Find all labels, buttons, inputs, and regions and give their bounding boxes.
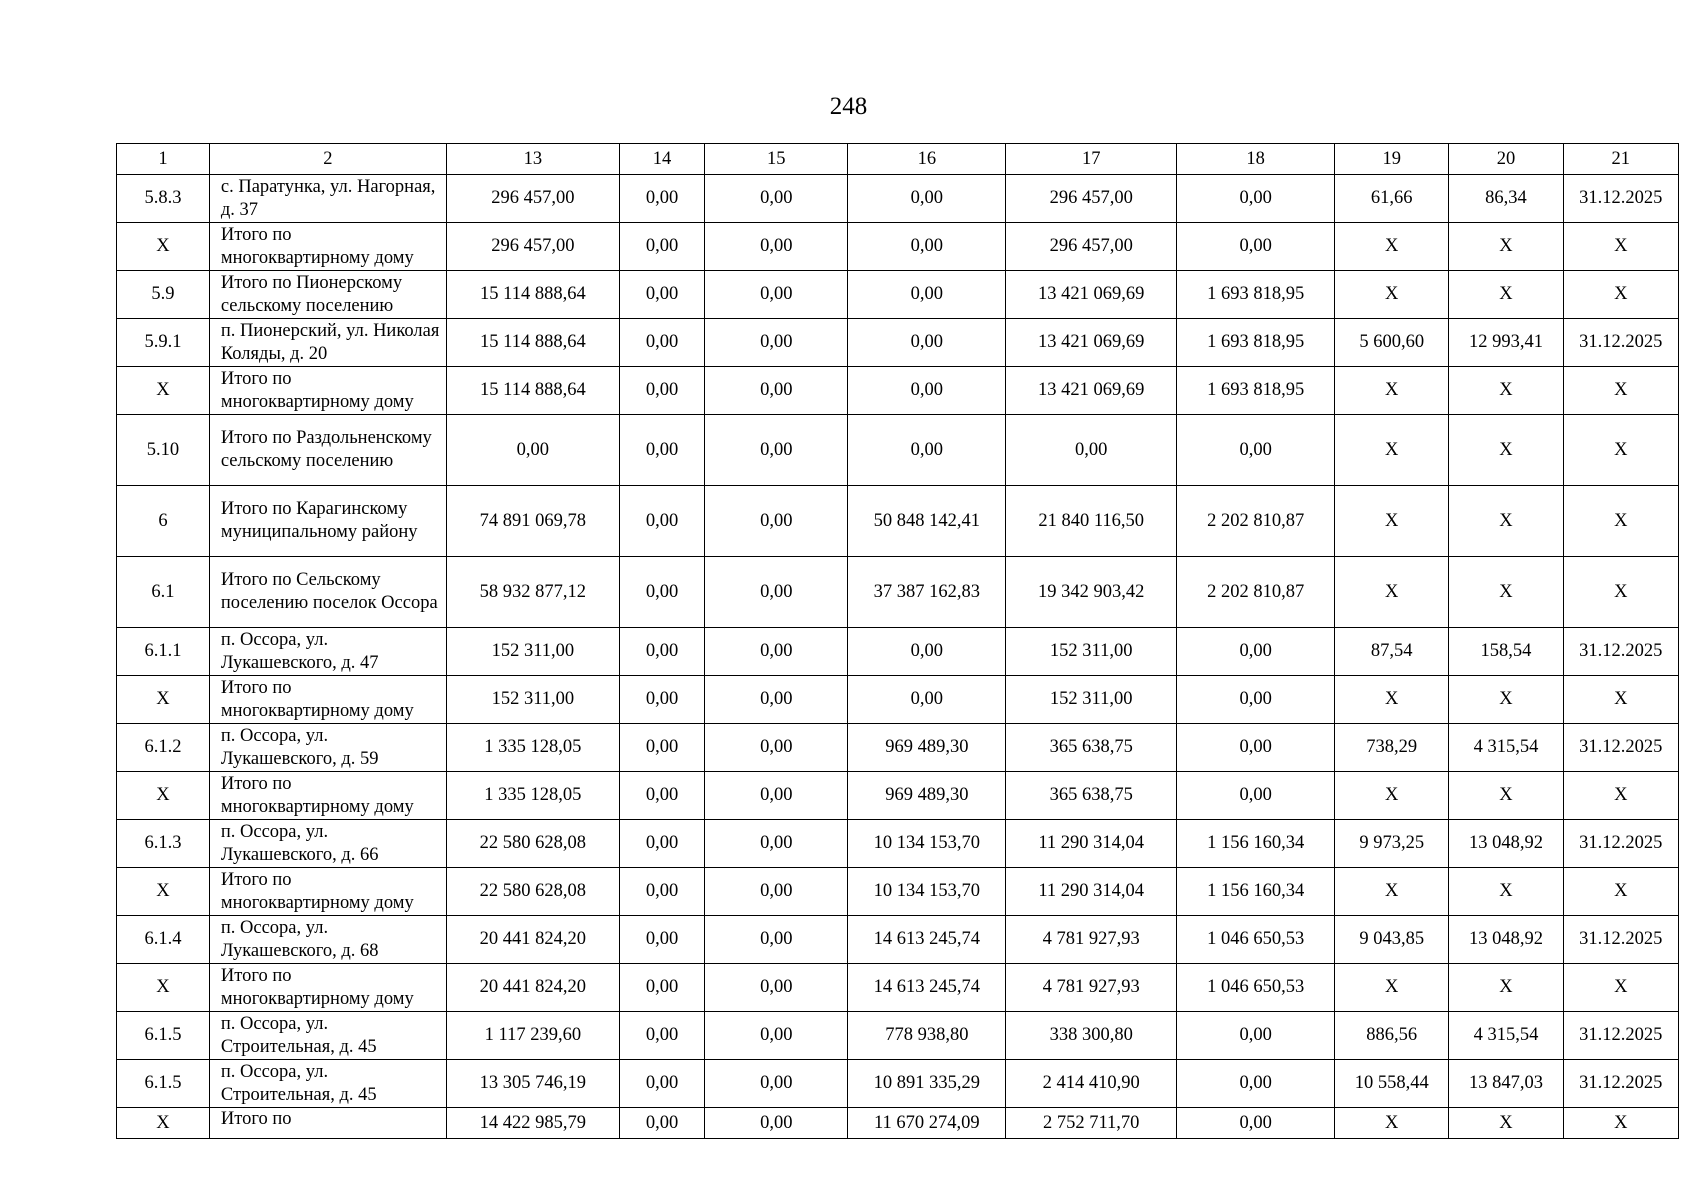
table-cell: X: [1335, 676, 1449, 724]
table-cell: 0,00: [619, 628, 704, 676]
table-cell: 0,00: [705, 964, 848, 1012]
row-name-cell: Итого по многоквартирному дому: [209, 868, 446, 916]
row-name-cell: п. Оссора, ул. Лукашевского, д. 47: [209, 628, 446, 676]
table-cell: 50 848 142,41: [848, 486, 1006, 557]
table-cell: 0,00: [619, 415, 704, 486]
table-cell: 2 202 810,87: [1177, 557, 1335, 628]
table-cell: 0,00: [619, 175, 704, 223]
row-number-cell: 6.1.2: [117, 724, 210, 772]
table-header-row: [117, 144, 1679, 175]
row-number-cell: X: [117, 676, 210, 724]
table-cell: 296 457,00: [1006, 223, 1177, 271]
column-header: 18: [1177, 144, 1335, 175]
table-cell: 37 387 162,83: [848, 557, 1006, 628]
table-cell: 1 156 160,34: [1177, 820, 1335, 868]
table-cell: 152 311,00: [446, 628, 619, 676]
table-cell: 0,00: [705, 1060, 848, 1108]
table-cell: 31.12.2025: [1563, 916, 1678, 964]
table-cell: 22 580 628,08: [446, 820, 619, 868]
table-cell: X: [1449, 676, 1563, 724]
table-cell: 1 693 818,95: [1177, 319, 1335, 367]
row-name-cell: Итого по многоквартирному дому: [209, 223, 446, 271]
table-cell: 5 600,60: [1335, 319, 1449, 367]
table-row: [117, 628, 1679, 676]
table-cell: X: [1335, 415, 1449, 486]
row-number-cell: 5.8.3: [117, 175, 210, 223]
column-header: 2: [209, 144, 446, 175]
table-cell: 15 114 888,64: [446, 319, 619, 367]
table-cell: 0,00: [1177, 1060, 1335, 1108]
row-number-cell: X: [117, 367, 210, 415]
table-cell: 0,00: [1006, 415, 1177, 486]
table-cell: 0,00: [705, 868, 848, 916]
table-cell: 0,00: [705, 1012, 848, 1060]
table-cell: 4 315,54: [1449, 1012, 1563, 1060]
table-cell: 1 156 160,34: [1177, 868, 1335, 916]
table-cell: 296 457,00: [446, 223, 619, 271]
table-cell: X: [1563, 271, 1678, 319]
table-cell: 1 693 818,95: [1177, 271, 1335, 319]
table-cell: 0,00: [848, 175, 1006, 223]
table-cell: 10 891 335,29: [848, 1060, 1006, 1108]
table-cell: 0,00: [619, 724, 704, 772]
table-cell: 31.12.2025: [1563, 175, 1678, 223]
row-name-cell: п. Оссора, ул. Лукашевского, д. 66: [209, 820, 446, 868]
table-cell: 31.12.2025: [1563, 724, 1678, 772]
table-cell: 0,00: [619, 1108, 704, 1139]
table-cell: 0,00: [1177, 415, 1335, 486]
row-name-cell: Итого по Раздольненскому сельскому поселению: [209, 415, 446, 486]
table-cell: 0,00: [705, 175, 848, 223]
row-number-cell: 5.10: [117, 415, 210, 486]
table-row: [117, 964, 1679, 1012]
table-cell: 10 134 153,70: [848, 820, 1006, 868]
column-header: 19: [1335, 144, 1449, 175]
table-cell: 31.12.2025: [1563, 1060, 1678, 1108]
table-cell: 0,00: [619, 676, 704, 724]
table-cell: 1 335 128,05: [446, 772, 619, 820]
table-cell: 11 290 314,04: [1006, 820, 1177, 868]
table-cell: 0,00: [848, 676, 1006, 724]
table-cell: 0,00: [1177, 175, 1335, 223]
row-number-cell: 5.9.1: [117, 319, 210, 367]
row-name-cell: п. Оссора, ул. Строительная, д. 45: [209, 1060, 446, 1108]
table-cell: 4 781 927,93: [1006, 964, 1177, 1012]
table-cell: 0,00: [619, 1060, 704, 1108]
row-name-cell: п. Оссора, ул. Лукашевского, д. 59: [209, 724, 446, 772]
table-cell: X: [1335, 1108, 1449, 1139]
table-cell: X: [1563, 676, 1678, 724]
table-cell: 15 114 888,64: [446, 271, 619, 319]
table-cell: 338 300,80: [1006, 1012, 1177, 1060]
table-cell: 13 048,92: [1449, 820, 1563, 868]
table-cell: 14 613 245,74: [848, 964, 1006, 1012]
column-header: 14: [619, 144, 704, 175]
row-number-cell: 6.1: [117, 557, 210, 628]
table-cell: 1 117 239,60: [446, 1012, 619, 1060]
table-cell: 778 938,80: [848, 1012, 1006, 1060]
table-cell: 0,00: [705, 319, 848, 367]
row-name-cell: Итого по многоквартирному дому: [209, 676, 446, 724]
table-cell: 12 993,41: [1449, 319, 1563, 367]
table-cell: 0,00: [848, 367, 1006, 415]
table-cell: 0,00: [619, 319, 704, 367]
row-name-cell: Итого по Карагинскому муниципальному району: [209, 486, 446, 557]
table-cell: 14 613 245,74: [848, 916, 1006, 964]
table-cell: 152 311,00: [446, 676, 619, 724]
table-cell: 0,00: [705, 271, 848, 319]
row-number-cell: X: [117, 223, 210, 271]
row-name-cell: Итого по: [209, 1108, 446, 1139]
table-cell: 0,00: [1177, 676, 1335, 724]
table-cell: 74 891 069,78: [446, 486, 619, 557]
table-cell: X: [1335, 271, 1449, 319]
table-cell: X: [1449, 1108, 1563, 1139]
table-cell: 0,00: [848, 271, 1006, 319]
table-cell: 969 489,30: [848, 772, 1006, 820]
table-cell: 14 422 985,79: [446, 1108, 619, 1139]
table-row: [117, 724, 1679, 772]
table-cell: 10 558,44: [1335, 1060, 1449, 1108]
table-cell: 0,00: [848, 319, 1006, 367]
table-cell: 1 046 650,53: [1177, 916, 1335, 964]
table-cell: 0,00: [705, 916, 848, 964]
row-number-cell: 6.1.5: [117, 1012, 210, 1060]
table-cell: 0,00: [848, 223, 1006, 271]
table-cell: X: [1449, 415, 1563, 486]
table-cell: X: [1563, 868, 1678, 916]
table-cell: X: [1335, 223, 1449, 271]
table-cell: 0,00: [619, 820, 704, 868]
table-row: [117, 223, 1679, 271]
table-cell: 0,00: [705, 223, 848, 271]
table-cell: 0,00: [619, 271, 704, 319]
table-cell: X: [1335, 557, 1449, 628]
table-cell: 0,00: [705, 367, 848, 415]
row-number-cell: 6.1.4: [117, 916, 210, 964]
row-number-cell: 5.9: [117, 271, 210, 319]
table-cell: 0,00: [705, 724, 848, 772]
table-cell: 15 114 888,64: [446, 367, 619, 415]
table-cell: 20 441 824,20: [446, 964, 619, 1012]
row-name-cell: п. Пионерский, ул. Николая Коляды, д. 20: [209, 319, 446, 367]
table-cell: 19 342 903,42: [1006, 557, 1177, 628]
table-cell: 0,00: [1177, 223, 1335, 271]
table-cell: 22 580 628,08: [446, 868, 619, 916]
table-row: [117, 367, 1679, 415]
table-row: [117, 868, 1679, 916]
table-cell: 0,00: [619, 916, 704, 964]
table-row: [117, 319, 1679, 367]
table-row: [117, 1060, 1679, 1108]
table-cell: 13 847,03: [1449, 1060, 1563, 1108]
row-number-cell: 6.1.1: [117, 628, 210, 676]
table-cell: 365 638,75: [1006, 772, 1177, 820]
table-cell: 13 421 069,69: [1006, 271, 1177, 319]
table-cell: 31.12.2025: [1563, 820, 1678, 868]
table-cell: 4 781 927,93: [1006, 916, 1177, 964]
table-cell: 13 421 069,69: [1006, 319, 1177, 367]
table-cell: 31.12.2025: [1563, 1012, 1678, 1060]
table-cell: 0,00: [446, 415, 619, 486]
table-cell: 969 489,30: [848, 724, 1006, 772]
table-row: [117, 271, 1679, 319]
row-number-cell: 6.1.5: [117, 1060, 210, 1108]
table-cell: X: [1563, 772, 1678, 820]
row-name-cell: Итого по многоквартирному дому: [209, 367, 446, 415]
table-cell: 0,00: [619, 772, 704, 820]
table-cell: 1 335 128,05: [446, 724, 619, 772]
table-cell: X: [1449, 486, 1563, 557]
table-cell: 1 693 818,95: [1177, 367, 1335, 415]
table-cell: X: [1335, 367, 1449, 415]
table-row: [117, 676, 1679, 724]
table-cell: 0,00: [619, 868, 704, 916]
table-cell: 0,00: [1177, 1012, 1335, 1060]
row-number-cell: X: [117, 964, 210, 1012]
table-cell: 1 046 650,53: [1177, 964, 1335, 1012]
table-cell: 0,00: [1177, 628, 1335, 676]
table-cell: 4 315,54: [1449, 724, 1563, 772]
table-cell: 0,00: [705, 772, 848, 820]
table-cell: X: [1563, 557, 1678, 628]
table-cell: 0,00: [619, 964, 704, 1012]
table-cell: 0,00: [705, 820, 848, 868]
table-cell: 886,56: [1335, 1012, 1449, 1060]
table-cell: 2 414 410,90: [1006, 1060, 1177, 1108]
table-cell: 2 202 810,87: [1177, 486, 1335, 557]
table-cell: X: [1563, 415, 1678, 486]
table-cell: 296 457,00: [1006, 175, 1177, 223]
column-header: 21: [1563, 144, 1678, 175]
row-name-cell: п. Оссора, ул. Строительная, д. 45: [209, 1012, 446, 1060]
table-cell: 738,29: [1335, 724, 1449, 772]
row-number-cell: X: [117, 1108, 210, 1139]
column-header: 1: [117, 144, 210, 175]
table-cell: 87,54: [1335, 628, 1449, 676]
table-cell: 20 441 824,20: [446, 916, 619, 964]
table-cell: X: [1449, 964, 1563, 1012]
table-cell: 11 670 274,09: [848, 1108, 1006, 1139]
row-name-cell: Итого по многоквартирному дому: [209, 964, 446, 1012]
row-name-cell: Итого по Сельскому поселению поселок Оссора: [209, 557, 446, 628]
column-header: 13: [446, 144, 619, 175]
table-cell: X: [1563, 964, 1678, 1012]
table-cell: 31.12.2025: [1563, 319, 1678, 367]
table-row: [117, 820, 1679, 868]
table-row: [117, 1108, 1679, 1139]
table-cell: X: [1449, 868, 1563, 916]
table-cell: 0,00: [705, 676, 848, 724]
table-cell: X: [1449, 367, 1563, 415]
data-table: [116, 143, 1679, 1139]
table-cell: 0,00: [619, 367, 704, 415]
table-cell: 0,00: [705, 415, 848, 486]
table-cell: 2 752 711,70: [1006, 1108, 1177, 1139]
table-cell: X: [1335, 486, 1449, 557]
table-cell: 152 311,00: [1006, 676, 1177, 724]
row-name-cell: Итого по многоквартирному дому: [209, 772, 446, 820]
table-row: [117, 916, 1679, 964]
table-row: [117, 486, 1679, 557]
table-cell: 0,00: [848, 415, 1006, 486]
column-header: 20: [1449, 144, 1563, 175]
table-cell: 0,00: [619, 1012, 704, 1060]
table-cell: 0,00: [848, 628, 1006, 676]
page-number: 248: [829, 93, 868, 120]
table-cell: X: [1563, 1108, 1678, 1139]
table-cell: 365 638,75: [1006, 724, 1177, 772]
table-cell: X: [1449, 772, 1563, 820]
table-cell: 0,00: [1177, 1108, 1335, 1139]
table-cell: 152 311,00: [1006, 628, 1177, 676]
table-row: [117, 772, 1679, 820]
table-cell: 158,54: [1449, 628, 1563, 676]
table-body: [117, 144, 1679, 1139]
table-row: [117, 175, 1679, 223]
row-name-cell: Итого по Пионерскому сельскому поселению: [209, 271, 446, 319]
table-cell: 11 290 314,04: [1006, 868, 1177, 916]
column-header: 16: [848, 144, 1006, 175]
table-cell: X: [1449, 223, 1563, 271]
table-cell: 296 457,00: [446, 175, 619, 223]
row-number-cell: 6.1.3: [117, 820, 210, 868]
table-cell: X: [1335, 868, 1449, 916]
table-cell: 0,00: [705, 557, 848, 628]
table-cell: X: [1335, 772, 1449, 820]
table-cell: 0,00: [705, 486, 848, 557]
table-cell: X: [1449, 557, 1563, 628]
row-number-cell: 6: [117, 486, 210, 557]
table-cell: 0,00: [705, 1108, 848, 1139]
table-cell: 10 134 153,70: [848, 868, 1006, 916]
table-cell: 13 048,92: [1449, 916, 1563, 964]
table-cell: 58 932 877,12: [446, 557, 619, 628]
table-cell: 31.12.2025: [1563, 628, 1678, 676]
table-cell: 13 421 069,69: [1006, 367, 1177, 415]
table-cell: 13 305 746,19: [446, 1060, 619, 1108]
table-cell: X: [1563, 223, 1678, 271]
table-cell: 0,00: [619, 223, 704, 271]
row-number-cell: X: [117, 772, 210, 820]
table-cell: 61,66: [1335, 175, 1449, 223]
table-cell: 0,00: [619, 557, 704, 628]
table-row: [117, 1012, 1679, 1060]
table-cell: X: [1449, 271, 1563, 319]
table-cell: 0,00: [1177, 724, 1335, 772]
table-cell: X: [1563, 486, 1678, 557]
row-name-cell: п. Оссора, ул. Лукашевского, д. 68: [209, 916, 446, 964]
table-cell: 9 043,85: [1335, 916, 1449, 964]
table-cell: 9 973,25: [1335, 820, 1449, 868]
table-cell: 0,00: [705, 628, 848, 676]
table-cell: 21 840 116,50: [1006, 486, 1177, 557]
table-row: [117, 557, 1679, 628]
table-row: [117, 415, 1679, 486]
table-cell: X: [1335, 964, 1449, 1012]
table-cell: 0,00: [1177, 772, 1335, 820]
column-header: 15: [705, 144, 848, 175]
row-name-cell: с. Паратунка, ул. Нагорная, д. 37: [209, 175, 446, 223]
table-cell: X: [1563, 367, 1678, 415]
column-header: 17: [1006, 144, 1177, 175]
table-cell: 0,00: [619, 486, 704, 557]
table-cell: 86,34: [1449, 175, 1563, 223]
row-number-cell: X: [117, 868, 210, 916]
